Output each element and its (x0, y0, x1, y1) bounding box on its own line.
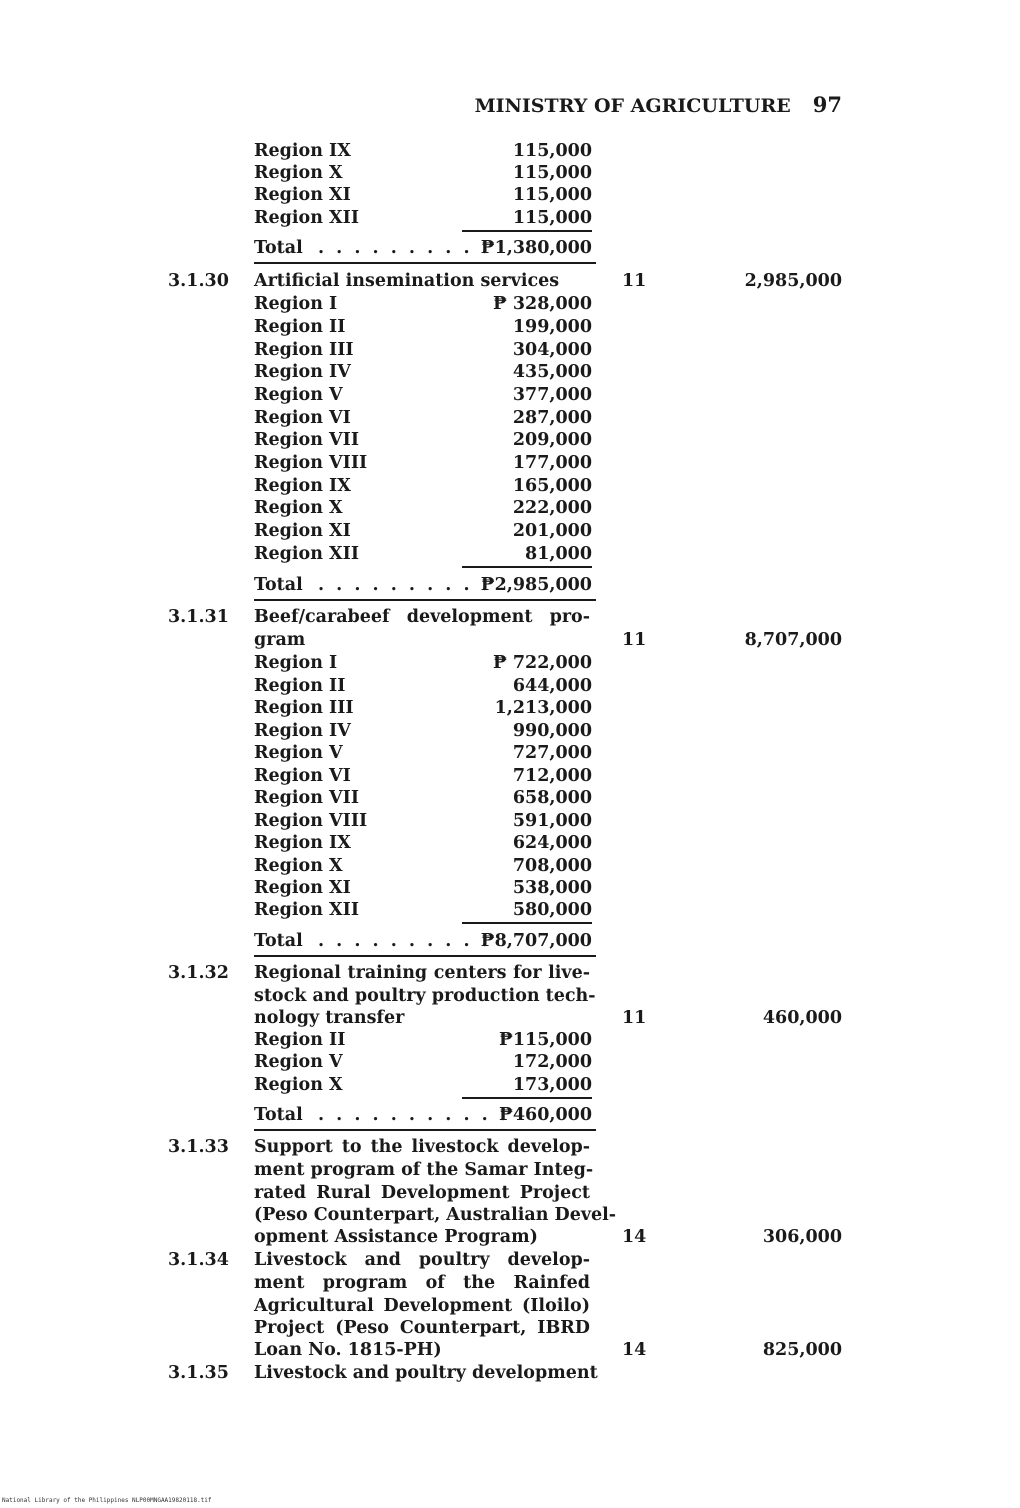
total-row (254, 1104, 596, 1131)
item-text: Agricultural Development (Iloilo) (254, 1296, 590, 1316)
entry-line (0, 1182, 1020, 1205)
page-number: 97 (812, 92, 842, 117)
entry-line (0, 361, 1020, 384)
total-label: Total (254, 575, 303, 595)
item-text: Region XII (254, 900, 359, 920)
page-header (0, 92, 842, 117)
entry-line (0, 1136, 1020, 1159)
leader-dots: . . . . . . . . . . (318, 238, 491, 258)
item-text: ment program of the Samar Integ- (254, 1160, 594, 1180)
item-text: Region IX (254, 833, 351, 853)
item-text: ment program of the Rainfed (254, 1273, 590, 1293)
entry-line (0, 1339, 1020, 1362)
item-code: 3.1.34 (168, 1250, 229, 1270)
region-amount: 172,000 (512, 1052, 592, 1072)
item-text: Region V (254, 385, 343, 405)
region-amount: 990,000 (512, 721, 592, 741)
entry-line (0, 184, 1020, 207)
item-text: Region XII (254, 208, 359, 228)
item-text: gram (254, 630, 306, 650)
entry-line (0, 606, 1020, 629)
entry-line (0, 316, 1020, 339)
entry-line (0, 810, 1020, 833)
entry-line (0, 962, 1020, 985)
entry-line (0, 1226, 1020, 1249)
item-text: Region VIII (254, 453, 368, 473)
entry-line (0, 877, 1020, 900)
item-text: Livestock and poultry development (254, 1363, 598, 1383)
item-text: Region VI (254, 766, 351, 786)
entry-line (0, 1272, 1020, 1295)
region-amount: 377,000 (512, 385, 592, 405)
item-text: Region III (254, 698, 354, 718)
entry-line (0, 407, 1020, 430)
entry-line (0, 1362, 1020, 1385)
entry-line (0, 543, 1020, 566)
entry-line (0, 720, 1020, 743)
total-value: ₱460,000 (499, 1105, 592, 1125)
region-amount: 177,000 (512, 453, 592, 473)
nature-code: 14 (622, 1227, 647, 1247)
region-amount: 199,000 (512, 317, 592, 337)
item-text: Region VII (254, 788, 359, 808)
item-text: Region I (254, 294, 338, 314)
region-amount: 173,000 (462, 1074, 592, 1099)
region-amount: 658,000 (512, 788, 592, 808)
entry-line (0, 497, 1020, 520)
region-amount: 115,000 (462, 207, 592, 232)
entry-line (0, 697, 1020, 720)
item-text: Region V (254, 1052, 343, 1072)
item-text: Loan No. 1815-PH) (254, 1340, 442, 1360)
total-label: Total (254, 238, 303, 258)
item-text: rated Rural Development Project (254, 1183, 590, 1203)
entry-line (0, 1295, 1020, 1318)
entry-line (0, 1204, 1020, 1227)
entry-line (0, 765, 1020, 788)
entry-line (0, 384, 1020, 407)
item-text: Artificial insemination services (254, 271, 560, 291)
item-text: Region VI (254, 408, 351, 428)
region-amount: ₱115,000 (499, 1030, 592, 1050)
item-code: 3.1.30 (168, 271, 229, 291)
nature-code: 11 (622, 1008, 647, 1028)
item-code: 3.1.35 (168, 1363, 229, 1383)
region-amount: 538,000 (512, 878, 592, 898)
item-text: Region XI (254, 185, 351, 205)
item-text: Region VII (254, 430, 359, 450)
region-amount: 165,000 (512, 476, 592, 496)
region-amount: 209,000 (512, 430, 592, 450)
nature-code: 14 (622, 1340, 647, 1360)
total-row (254, 574, 596, 601)
item-text: stock and poultry production tech- (254, 986, 596, 1006)
region-amount: 591,000 (512, 811, 592, 831)
item-text: Region X (254, 498, 343, 518)
entry-line (0, 520, 1020, 543)
entry-line (0, 832, 1020, 855)
nature-code: 11 (622, 271, 647, 291)
item-text: opment Assistance Program) (254, 1227, 538, 1247)
item-text: Region IX (254, 141, 351, 161)
entry-line (0, 339, 1020, 362)
item-text: Region VIII (254, 811, 368, 831)
entry-line (0, 1074, 1020, 1097)
region-amount: 580,000 (462, 899, 592, 924)
region-amount: 115,000 (512, 185, 592, 205)
region-amount: 727,000 (512, 743, 592, 763)
region-amount: 435,000 (512, 362, 592, 382)
region-amount: 81,000 (462, 543, 592, 568)
item-text: Region II (254, 1030, 346, 1050)
item-text: Region XI (254, 878, 351, 898)
entry-line (0, 1051, 1020, 1074)
item-total: 460,000 (762, 1008, 842, 1028)
item-text: Regional training centers for live- (254, 963, 590, 983)
item-text: Region X (254, 856, 343, 876)
item-text: nology transfer (254, 1008, 405, 1028)
item-total: 8,707,000 (744, 630, 842, 650)
region-amount: 115,000 (512, 141, 592, 161)
item-text: Region XI (254, 521, 351, 541)
entry-line (0, 429, 1020, 452)
region-amount: 712,000 (512, 766, 592, 786)
region-amount: ₱ 722,000 (492, 653, 592, 673)
running-title: MINISTRY OF AGRICULTURE (474, 95, 791, 117)
region-amount: 304,000 (512, 340, 592, 360)
total-value: ₱8,707,000 (480, 931, 592, 951)
item-text: (Peso Counterpart, Australian Devel- (254, 1205, 617, 1225)
entry-line (0, 1159, 1020, 1182)
item-total: 306,000 (762, 1227, 842, 1247)
item-code: 3.1.33 (168, 1137, 229, 1157)
item-text: Region XII (254, 544, 359, 564)
item-text: Region II (254, 317, 346, 337)
item-text: Project (Peso Counterpart, IBRD (254, 1318, 590, 1338)
region-amount: 708,000 (512, 856, 592, 876)
entry-line (0, 475, 1020, 498)
item-text: Region V (254, 743, 343, 763)
total-value: ₱1,380,000 (480, 238, 592, 258)
entry-line (0, 899, 1020, 922)
item-total: 825,000 (762, 1340, 842, 1360)
item-text: Region IX (254, 476, 351, 496)
entry-line (0, 787, 1020, 810)
item-code: 3.1.32 (168, 963, 229, 983)
entry-line (0, 270, 1020, 293)
entry-line (0, 1249, 1020, 1272)
item-code: 3.1.31 (168, 607, 229, 627)
region-amount: 644,000 (512, 676, 592, 696)
entry-line (0, 652, 1020, 675)
entry-line (0, 629, 1020, 652)
item-text: Support to the livestock develop- (254, 1137, 590, 1157)
item-text: Region II (254, 676, 346, 696)
region-amount: 1,213,000 (494, 698, 592, 718)
entry-line (0, 207, 1020, 230)
total-label: Total (254, 1105, 303, 1125)
entry-line (0, 985, 1020, 1008)
item-total: 2,985,000 (744, 271, 842, 291)
total-row (254, 237, 596, 264)
region-amount: 624,000 (512, 833, 592, 853)
leader-dots: . . . . . . . . . . . (318, 1105, 509, 1125)
item-text: Region III (254, 340, 354, 360)
item-text: Region IV (254, 362, 351, 382)
entry-line (0, 140, 1020, 163)
nature-code: 11 (622, 630, 647, 650)
item-text: Region X (254, 1075, 343, 1095)
item-text: Beef/carabeef development pro- (254, 607, 590, 627)
item-text: Region I (254, 653, 338, 673)
total-value: ₱2,985,000 (480, 575, 592, 595)
total-row (254, 930, 596, 957)
entry-line (0, 675, 1020, 698)
leader-dots: . . . . . . . . . . (318, 575, 491, 595)
region-amount: 115,000 (512, 163, 592, 183)
item-text: Livestock and poultry develop- (254, 1250, 590, 1270)
entry-line (0, 293, 1020, 316)
entry-line (0, 1317, 1020, 1340)
region-amount: 222,000 (512, 498, 592, 518)
entry-line (0, 742, 1020, 765)
leader-dots: . . . . . . . . . . (318, 931, 491, 951)
entry-line (0, 1007, 1020, 1030)
region-amount: 287,000 (512, 408, 592, 428)
entry-line (0, 452, 1020, 475)
region-amount: ₱ 328,000 (492, 294, 592, 314)
scan-footer: National Library of the Philippines NLP00MNGAA19820118.tif (2, 1497, 212, 1504)
entry-line (0, 855, 1020, 878)
total-label: Total (254, 931, 303, 951)
item-text: Region X (254, 163, 343, 183)
item-text: Region IV (254, 721, 351, 741)
entry-line (0, 1029, 1020, 1052)
region-amount: 201,000 (512, 521, 592, 541)
entry-line (0, 162, 1020, 185)
